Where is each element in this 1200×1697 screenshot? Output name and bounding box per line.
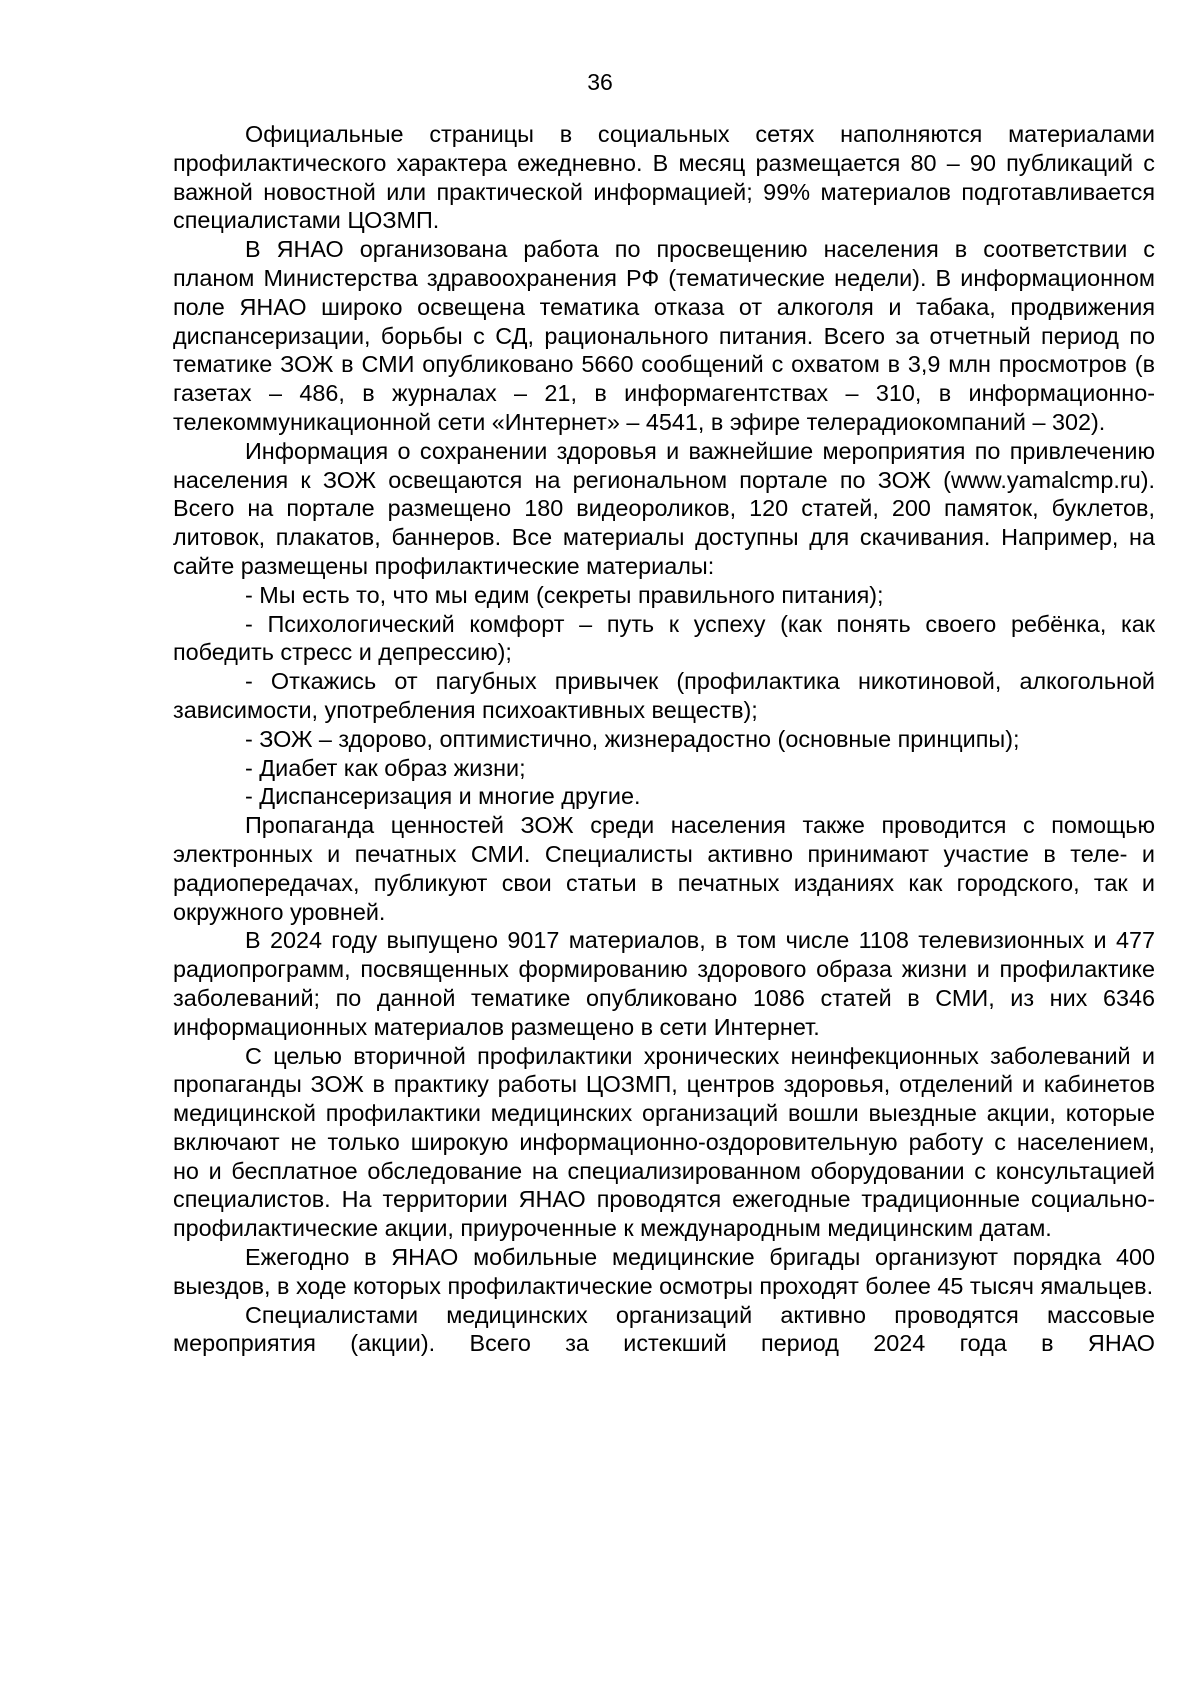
paragraph-media-propaganda: Пропаганда ценностей ЗОЖ среди населения также проводится с помощью электронных и печатных СМИ. Специалисты активно принимают участие в теле- и радиопередачах, публикуют свои статьи в печатных изданиях как городского, так и окружного уровней. — [173, 812, 1155, 925]
list-item: - ЗОЖ – здорово, оптимистично, жизнерадостно (основные принципы); — [245, 725, 1020, 752]
list-item: - Мы есть то, что мы едим (секреты правильного питания); — [245, 581, 884, 608]
paragraph-2024-materials: В 2024 году выпущено 9017 материалов, в том числе 1108 телевизионных и 477 радиопрограмм, посвященных формированию здорового образа жизни и профилактике заболеваний; по данной тематике опубликовано 1086 статей в СМИ, из них 6346 информационных материалов размещено в сети Интернет. — [173, 927, 1155, 1040]
paragraph-mobile-brigades: Ежегодно в ЯНАО мобильные медицинские бригады организуют порядка 400 выездов, в ходе которых профилактические осмотры проходят более 45 тысяч ямальцев. — [173, 1244, 1155, 1299]
list-item: - Диспансеризация и многие другие. — [245, 783, 641, 810]
paragraph-education-work: В ЯНАО организована работа по просвещению населения в соответствии с планом Министерства здравоохранения РФ (тематические недели). В информационном поле ЯНАО широко освещена тематика отказа от алкоголя и табака, продвижения диспансеризации, борьбы с СД, рационального питания. Всего за отчетный период по тематике ЗОЖ в СМИ опубликовано 5660 сообщений с охватом в 3,9 млн просмотров (в газетах – 486, в журналах – 21, в информагентствах – 310, в информационно-телекоммуникационной сети «Интернет» – 4541, в эфире телерадиокомпаний – 302). — [173, 236, 1155, 435]
paragraph-secondary-prevention: С целью вторичной профилактики хронических неинфекционных заболеваний и пропаганды ЗОЖ в практику работы ЦОЗМП, центров здоровья, отделений и кабинетов медицинской профилактики медицинских организаций вошли выездные акции, которые включают не только широкую информационно-оздоровительную работу с населением, но и бесплатное обследование на специализированном оборудовании с консультацией специалистов. На территории ЯНАО проводятся ежегодные традиционные социально-профилактические акции, приуроченные к международным медицинским датам. — [173, 1042, 1155, 1242]
paragraph-portal-info: Информация о сохранении здоровья и важнейшие мероприятия по привлечению населения к ЗОЖ освещаются на региональном портале по ЗОЖ (www.yamalcmp.ru). Всего на портале размещено 180 видеороликов, 120 статей, 200 памяток, буклетов, литовок, плакатов, баннеров. Все материалы доступны для скачивания. Например, на сайте размещены профилактические материалы: — [173, 437, 1155, 579]
page-number: 36 — [587, 69, 613, 95]
document-body — [173, 120, 1155, 1358]
list-item: - Диабет как образ жизни; — [245, 754, 526, 781]
paragraph-mass-events: Специалистами медицинских организаций активно проводятся массовые мероприятия (акции). Всего за истекший период 2024 года в ЯНАО — [173, 1301, 1155, 1357]
paragraph-social-media: Официальные страницы в социальных сетях наполняются материалами профилактического характера ежедневно. В месяц размещается 80 – 90 публикаций с важной новостной или практической информацией; 99% материалов подготавливается специалистами ЦОЗМП. — [173, 121, 1155, 234]
list-item: - Психологический комфорт – путь к успеху (как понять своего ребёнка, как победить стресс и депрессию); — [173, 610, 1155, 666]
list-item: - Откажись от пагубных привычек (профилактика никотиновой, алкогольной зависимости, употребления психоактивных веществ); — [173, 668, 1155, 723]
